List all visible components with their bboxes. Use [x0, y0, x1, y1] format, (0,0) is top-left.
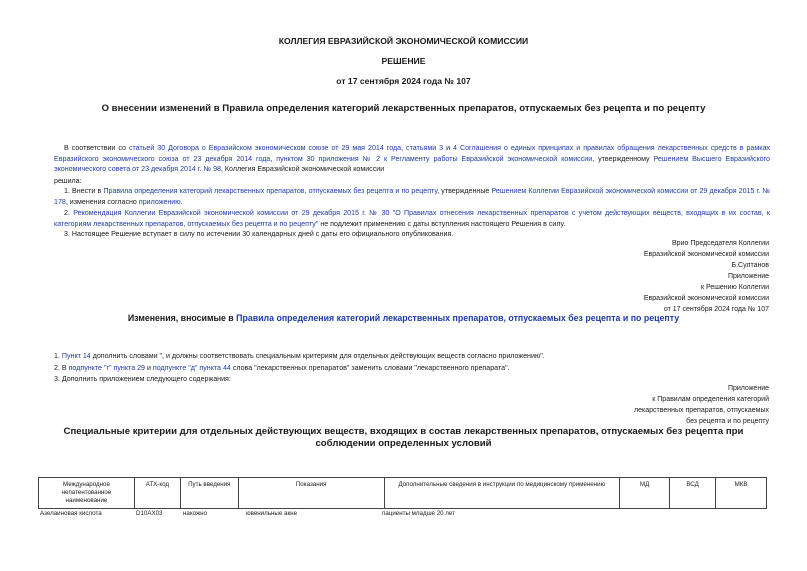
- decided-text: решила:: [54, 177, 82, 185]
- link-treaty-article-30[interactable]: статьей 30 Договора о Евразийском экономическом союзе от 29 мая 2014 года: [128, 144, 402, 152]
- signature-block: Врио Председателя Коллегии Евразийской экономической комиссии Б.Султанов Приложение к Решению Коллегии Евразийской экономической комиссии от 17 сентября 2024 года № 107: [643, 240, 769, 313]
- preamble-paragraph: В соответствии со статьей 30 Договора о Евразийском экономическом союзе от 29 мая 2014 года, статьями 3 и 4 Соглашения о единых принципах и правилах обращения лекарственных средств в рамках Евразийского экономического союза от 23 декабря 2014 года, пунктом 30 приложения № 2 к Регламенту работы Евразийской экономической комиссии, утвержденному Решением Высшего Евразийского экономического совета от 23 декабря 2014 г. № 98, Коллегия Евразийской экономической комиссии: [54, 144, 771, 173]
- col-additional-info: Дополнительные сведения в инструкции по медицинскому применению: [384, 478, 620, 509]
- col-md: МД: [620, 478, 670, 509]
- col-atc: АТХ-код: [134, 478, 180, 509]
- table-row-cell-indications: ювенильные акне: [246, 510, 298, 517]
- criteria-table: [38, 477, 767, 509]
- col-indications: Показания: [238, 478, 384, 509]
- item-2: 2. Рекомендация Коллегии Евразийской экономической комиссии от 29 декабря 2015 г. № 30 "О Правилах отнесения лекарственных препаратов с учетом действующих веществ, входящих в их состав, к категориям лекарственных препаратов, отпускаемых без рецепта и по рецепту" не подлежит применению с даты вступления настоящего Решения в силу.: [54, 209, 771, 228]
- appendix-block: Приложение к Правилам определения категорий лекарственных препаратов, отпускаемых без рецепта и по рецепту: [634, 385, 769, 425]
- table-row-cell-route: накожно: [183, 510, 208, 517]
- item-3: 3. Настоящее Решение вступает в силу по истечении 30 календарных дней с даты его официального опубликования.: [64, 230, 454, 238]
- link-subpoint-29[interactable]: подпункте "г" пункта 29: [68, 364, 145, 372]
- changes-heading: Изменения, вносимые в Правила определения категорий лекарственных препаратов, отпускаемых без рецепта и по рецепту: [127, 313, 680, 323]
- org-name: КОЛЛЕГИЯ ЕВРАЗИЙСКОЙ ЭКОНОМИЧЕСКОЙ КОМИССИИ: [278, 36, 529, 46]
- doc-date-number: от 17 сентября 2024 года № 107: [336, 76, 471, 86]
- link-rules[interactable]: Правила определения категорий лекарственных препаратов, отпускаемых без рецепта и по рецепту: [103, 187, 438, 195]
- table-row-cell-additional: пациенты младше 20 лет: [382, 510, 455, 517]
- change-3: 3. Дополнить приложением следующего содержания:: [54, 375, 231, 383]
- table-row-cell-atc: D10AX03: [136, 510, 163, 517]
- link-agreement[interactable]: 4 Соглашения о единых принципах и правилах обращения лекарственных средств в рамках Евразийского экономического союза от 23 декабря 2014 года: [54, 144, 770, 163]
- link-council-decision[interactable]: Решением Высшего Евразийского экономического совета от 23 декабря 2014 г. № 98: [54, 154, 771, 173]
- link-reglament[interactable]: пунктом 30 приложения № 2 к Регламенту работы Евразийской экономической комиссии: [276, 154, 593, 163]
- link-rules-heading[interactable]: Правила определения категорий лекарственных препаратов, отпускаемых без рецепта и по рецепту: [236, 313, 680, 323]
- link-subpoint-44[interactable]: подпункте "д" пункта 44: [152, 364, 231, 372]
- col-vsd: ВСД: [670, 478, 716, 509]
- table-header-row: [39, 478, 767, 509]
- link-point-14[interactable]: Пункт 14: [61, 352, 91, 360]
- doc-title: О внесении изменений в Правила определения категорий лекарственных препаратов, отпускаемых без рецепта и по рецепту: [101, 103, 706, 114]
- col-route: Путь введения: [180, 478, 238, 509]
- change-2: 2. В подпункте "г" пункта 29 и подпункте "д" пункта 44 слова "лекарственных препаратов" заменить словами "лекарственного препарата".: [54, 364, 510, 372]
- col-inn: Международное непатентованное наименование: [39, 478, 135, 509]
- link-recommendation-30[interactable]: Рекомендация Коллегии Евразийской экономической комиссии от 29 декабря 2015 г. № 30 "О Правилах отнесения лекарственных препаратов с учетом действующих веществ, входящих в их состав, к категориям лекарственных препаратов, отпускаемых без рецепта и по рецепту": [54, 209, 771, 228]
- item-1: 1. Внести в Правила определения категорий лекарственных препаратов, отпускаемых без рецепта и по рецепту, утвержденные Решением Коллегии Евразийской экономической комиссии от 29 декабря 2015 г. № 178, изменения согласно приложению.: [54, 187, 771, 206]
- link-articles-3[interactable]: статьями 3: [406, 144, 444, 152]
- link-appendix[interactable]: приложению: [138, 197, 181, 206]
- special-criteria-heading: Специальные критерии для отдельных действующих веществ, входящих в состав лекарственных препаратов, отпускаемых без рецепта при соблюдении определенных условий: [63, 426, 744, 449]
- col-mkv: МКВ: [716, 478, 767, 509]
- change-1: 1. Пункт 14 дополнить словами ", и должны соответствовать специальным критериям для отдельных действующих веществ согласно приложению".: [54, 352, 545, 360]
- doc-type: РЕШЕНИЕ: [381, 56, 426, 66]
- link-collegium-decision-178[interactable]: Решением Коллегии Евразийской экономической комиссии от 29 декабря 2015 г. № 178: [54, 187, 771, 206]
- table-row-cell-inn: Азелаиновая кислота: [40, 510, 102, 517]
